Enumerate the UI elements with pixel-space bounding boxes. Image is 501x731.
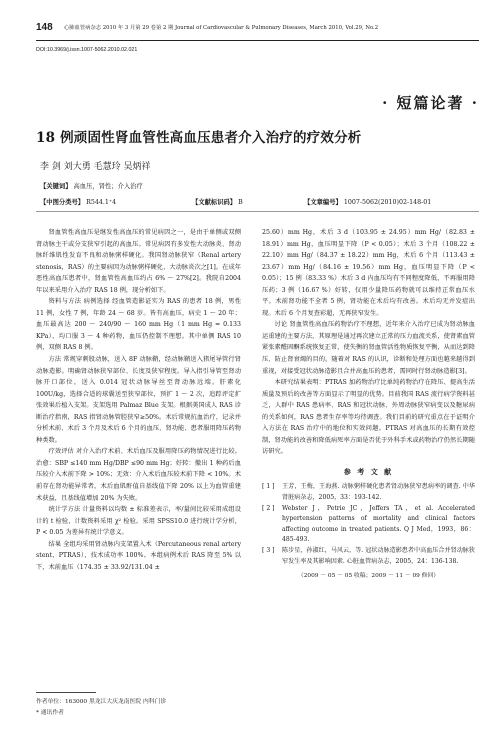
reference-number: [ 3 ]	[262, 547, 275, 555]
author-list: 李 剑 刘大勇 毛慧玲 吴炳祥	[40, 162, 151, 172]
reference-number: [ 1 ]	[262, 483, 275, 491]
doc-code-value: B	[238, 199, 243, 206]
keywords-text: 高血压，肾性；介入治疗	[73, 183, 143, 190]
doc-code-label: 【文献标识码】	[192, 199, 237, 206]
references-heading: 参 考 文 献	[343, 466, 394, 476]
paragraph-evaluation: 疗效评估 对介入治疗术前、术后血压及服用降压药物情况进行比较。治愈：SBP ≤140 mm Hg/DBP ≤90 mm Hg；好转：撤出 1 种药后血压较介入术前下降 > 10%；无效：介入术后血压较术前下降 < 10%。术前存在肾功能异常者，术后血肌酐值自基线值下降 20% 以上为血管重建术获益，且基线值增加 20% 为失败。	[36, 448, 241, 502]
paragraph-conclusion: 本研究结果表明：PTRAS 加药物治疗比单纯药物治疗在降压、提高生活质量及预后的改善等方面显示了明显的优势。目前我国 RAS 流行病学资料甚乏，人群中 RAS 患病率、RAS 和冠状动脉、外周动脉狭窄病变以及糖尿病的关系如何，RAS 患者生存率等均待调查。我们目前的研究重点在于证明介入方法在 RAS 治疗中的地位和实效问题。PTRAS 对高血压的长期有效控制，肾功能的改善和降低病死率方面是否优于外科手术或药物治疗仍然长期随访研究。	[262, 379, 475, 456]
journal-citation: 心肺血管病杂志 2010 年 3 月第 29 卷第 2 期 Journal of Cardiovascular & Pulmonary Diseases, March 2010, Vol.29, No.2	[64, 25, 379, 31]
paragraph-methods: 方法 常规穿刺股动脉，送入 8F 动脉鞘，经动脉鞘送入猪尾导管行肾动脉造影。明确肾动脉狭窄部位、长度及狭窄程度。导入指引导管至肾动脉开口部位，送入 0.014 冠状动脉导丝至肾动脉远端。肝素化 100U/kg，选择合适的球囊送至狭窄部位，预扩 1 ～ 2 次，追踪评定扩张效果后植入支架。支架选用 Palmaz Blue 支架。根据美国成人 RAS 诊断治疗指南，RAS 指肾动脉管腔狭窄≥50%。术后常规抗血治疗，记录并分析术前、术后 3 个月及术后 6 个月的血压、肾功能、患者服用降压药物种类数。	[36, 356, 241, 444]
received-dates: （2009 － 05 － 05 收稿；2009 － 11 － 09 修回）	[297, 573, 440, 580]
reference-text: 陈步星，孙淑红，马风云，等. 冠状动脉造影患者中高血压合并肾动脉狭窄发生率及其影响因素. 心脏血管病杂志，2005，24：136-138.	[282, 547, 475, 565]
right-column	[262, 227, 475, 583]
article-title: 18 例顽固性肾血管性高血压患者介入治疗的疗效分析	[36, 130, 362, 146]
clc-value: R544.1⁺4	[86, 199, 117, 206]
header-rule	[36, 40, 479, 41]
corresponding-footnote: * 通讯作者	[36, 710, 64, 716]
doi: DOI:10.3969/j.issn.1007-5062.2010.02.021	[36, 47, 138, 53]
paragraph-patients: 资料与方法 病例选择 经血管造影证实为 RAS 的患者 18 例，男性 11 例，女性 7 例，年龄 24 ～ 68 岁。皆有高血压，病史 1 ～ 20 年；血压最高达 200 ～ 240/90 ～ 160 mm Hg（1 mm Hg = 0.133 KPa），均口服 3 ～ 4 种药物，血压仍控制不理想。其中单侧 RAS 10 例，双侧 RAS 8 例。	[36, 298, 241, 352]
clc-label: 【中图分类号】	[40, 199, 85, 206]
paragraph-discussion: 讨论 肾血管性高血压药物治疗不理想，近年来介入治疗已成为肾动脉血运重建的主要方法，其原理是通过再次建立正常的压力血流关系，使肾素血管紧张素醛固酮系统恢复正常，使失衡的肾血管活性物质恢复平衡，从而达到降压、防止肾衰竭的目的。随着对 RAS 的认识，诊断和处理方面也越来越得到重视，对接受冠状动脉造影且合并高血压的患者，需同时行肾动脉造影[3]。	[262, 321, 475, 375]
reference-item	[262, 482, 475, 503]
article-id-value: 1007-5062(2010)02-148-01	[343, 199, 432, 206]
classification-row	[40, 197, 461, 206]
footnote-rule	[36, 692, 96, 693]
left-column	[36, 227, 241, 573]
reference-text: Webster J，Petrie JC，Jeffers TA，et al. Accelerated hypertension patterns of mortality and clinical factors affecting outcome in treated patients. Q J Med，1993，86：485-493.	[282, 504, 475, 544]
paragraph-intro: 肾血管性高血压是继发性高血压的常见病因之一，是由于单侧或双侧肾动脉主干或分支狭窄引起的高血压。常见病因有多发性大动脉炎、肾动脉纤维肌性发育不良和动脉粥样硬化。我国肾动脉狭窄（Renal artery stenosis，RAS）的主要病因为动脉粥样硬化、大动脉炎次之[1]。在成年恶性高血压患者中，肾血管性高血压约占 6% ～ 27%[2]。我院自2004 年以来采用介入治疗 RAS 18 例，现分析如下。	[36, 229, 241, 294]
paragraph-results-cont: 25.60）mm Hg，术后 3 d（103.95 ± 24.95）mm Hg/（82.83 ± 18.91）mm Hg，血压明显下降（P < 0.05）；术后 3 个月（108.22 ± 22.10）mm Hg/（84.37 ± 18.22）mm Hg，术后 6 个月（113.43 ± 23.67）mm Hg/（84.16 ± 19.56）mm Hg，血压明显下降（P < 0.05）；15 例（83.33 %）术后 3 d 内血压均有不同程度降低，不再服用降压药；3 例（16.67 %）好转，仅用少量降压药物就可以维持正常血压水平。术前肾功能不全者 5 例，肾功能在术后均有改善。术后均无并发症出现。术后 6 个月复查彩超，无再狭窄发生。	[262, 229, 475, 317]
reference-item	[262, 546, 475, 567]
reference-item	[262, 504, 475, 546]
paragraph-results: 结果 全组均采用肾动脉内支架置入术（Percutaneous renal artery stent，PTRAS），技术成功率 100%。本组病例术后 RAS 降至 5% 以下，术前血压（174.35 ± 33.92/131.04 ±	[36, 540, 241, 571]
keywords	[40, 181, 143, 190]
running-header	[36, 22, 479, 38]
reference-number: [ 2 ]	[262, 504, 275, 512]
reference-text: 王芳，王梅，王海燕. 动脉粥样硬化患者肾动脉狭窄患病率的调查. 中华肾脏病杂志，2005，33：193-142.	[282, 483, 475, 502]
article-id-label: 【文章编号】	[304, 199, 342, 206]
keywords-label: 【关键词】	[40, 183, 72, 190]
page-number: 148	[36, 22, 53, 33]
affiliation-footnote: 作者单位：163000 黑龙江大庆龙南医院 内科门诊	[36, 699, 167, 705]
body-rule	[36, 211, 479, 212]
paragraph-statistics: 统计学方法 计量资料以均数 ± 标准差表示，率/量间比较采用成组设计的 t 检验，计数资料采用 χ² 检验。采用 SPSS10.0 进行统计学分析，P < 0.05 为差异有统计学意义。	[36, 506, 241, 537]
section-label: · 短篇论著 ·	[382, 94, 479, 112]
